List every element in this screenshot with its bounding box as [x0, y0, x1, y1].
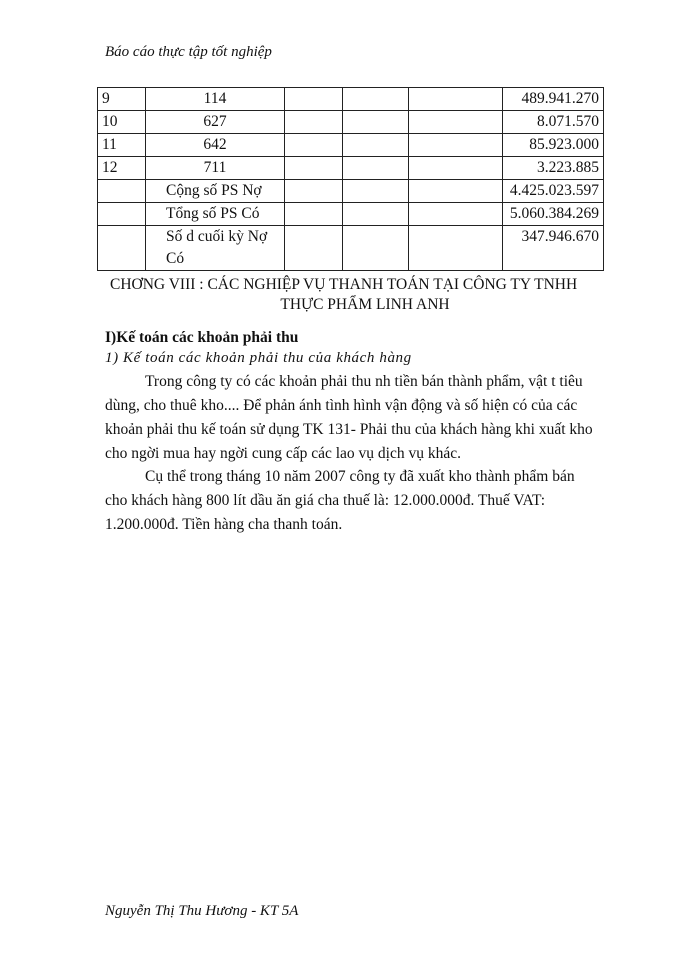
- body-paragraph-1: Trong công ty có các khoản phải thu nh tiền bán thành phẩm, vật t tiêu dùng, cho thuê kho.... Để phản ánh tình hình vận động và số hiện có của các khoản phải thu kế toán sử dụng TK 131- Phải thu của khách hàng khi xuất kho cho ngời mua hay ngời cung cấp các lao vụ dịch vụ khác.: [105, 373, 593, 462]
- empty-cell: [285, 88, 343, 111]
- row-number: 11: [98, 134, 146, 157]
- amount-cell: 85.923.000: [503, 134, 604, 157]
- ledger-table: [97, 87, 604, 271]
- empty-cell: [409, 180, 503, 203]
- empty-cell: [285, 157, 343, 180]
- account-code: 627: [146, 111, 285, 134]
- empty-cell: [98, 180, 146, 203]
- empty-cell: [285, 111, 343, 134]
- summary-amount: 5.060.384.269: [503, 203, 604, 226]
- table-row: [98, 134, 604, 157]
- summary-row-debit: [98, 180, 604, 203]
- empty-cell: [343, 134, 409, 157]
- empty-cell: [343, 203, 409, 226]
- empty-cell: [98, 226, 146, 271]
- row-number: 10: [98, 111, 146, 134]
- empty-cell: [343, 180, 409, 203]
- summary-label: Cộng số PS Nợ: [146, 180, 285, 203]
- empty-cell: [409, 203, 503, 226]
- summary-label: Tổng số PS Có: [146, 203, 285, 226]
- amount-cell: 8.071.570: [503, 111, 604, 134]
- empty-cell: [285, 134, 343, 157]
- summary-label: Số d cuối kỳ Nợ Có: [146, 226, 285, 271]
- empty-cell: [409, 88, 503, 111]
- page-header: Báo cáo thực tập tốt nghiệp: [105, 44, 272, 60]
- empty-cell: [343, 157, 409, 180]
- empty-cell: [98, 203, 146, 226]
- account-code: 114: [146, 88, 285, 111]
- account-code: 642: [146, 134, 285, 157]
- row-number: 12: [98, 157, 146, 180]
- summary-amount: 4.425.023.597: [503, 180, 604, 203]
- empty-cell: [409, 226, 503, 271]
- empty-cell: [409, 111, 503, 134]
- summary-row-credit: [98, 203, 604, 226]
- amount-cell: 489.941.270: [503, 88, 604, 111]
- empty-cell: [285, 203, 343, 226]
- chapter-title-line2: THỰC PHẨM LINH ANH: [280, 296, 450, 313]
- summary-row-ending-balance: [98, 226, 604, 271]
- table-row: [98, 88, 604, 111]
- page-footer: Nguyễn Thị Thu Hương - KT 5A: [105, 903, 299, 919]
- chapter-title: [110, 275, 600, 315]
- body-paragraph-2: Cụ thể trong tháng 10 năm 2007 công ty đã xuất kho thành phẩm bán cho khách hàng 800 lít dầu ăn giá cha thuế là: 12.000.000đ. Thuế VAT: 1.200.000đ. Tiền hàng cha thanh toán.: [105, 468, 575, 533]
- chapter-title-line1: CHƠNG VIII : CÁC NGHIỆP VỤ THANH TOÁN TẠI CÔNG TY TNHH: [110, 276, 578, 293]
- summary-amount: 347.946.670: [503, 226, 604, 271]
- empty-cell: [409, 157, 503, 180]
- empty-cell: [343, 111, 409, 134]
- account-code: 711: [146, 157, 285, 180]
- empty-cell: [409, 134, 503, 157]
- empty-cell: [285, 226, 343, 271]
- empty-cell: [343, 226, 409, 271]
- amount-cell: 3.223.885: [503, 157, 604, 180]
- section-heading: I)Kế toán các khoản phải thu: [105, 329, 299, 346]
- table-row: [98, 157, 604, 180]
- empty-cell: [285, 180, 343, 203]
- row-number: 9: [98, 88, 146, 111]
- table-row: [98, 111, 604, 134]
- subsection-heading: 1) Kế toán các khoản phải thu của khách hàng: [105, 350, 412, 366]
- empty-cell: [343, 88, 409, 111]
